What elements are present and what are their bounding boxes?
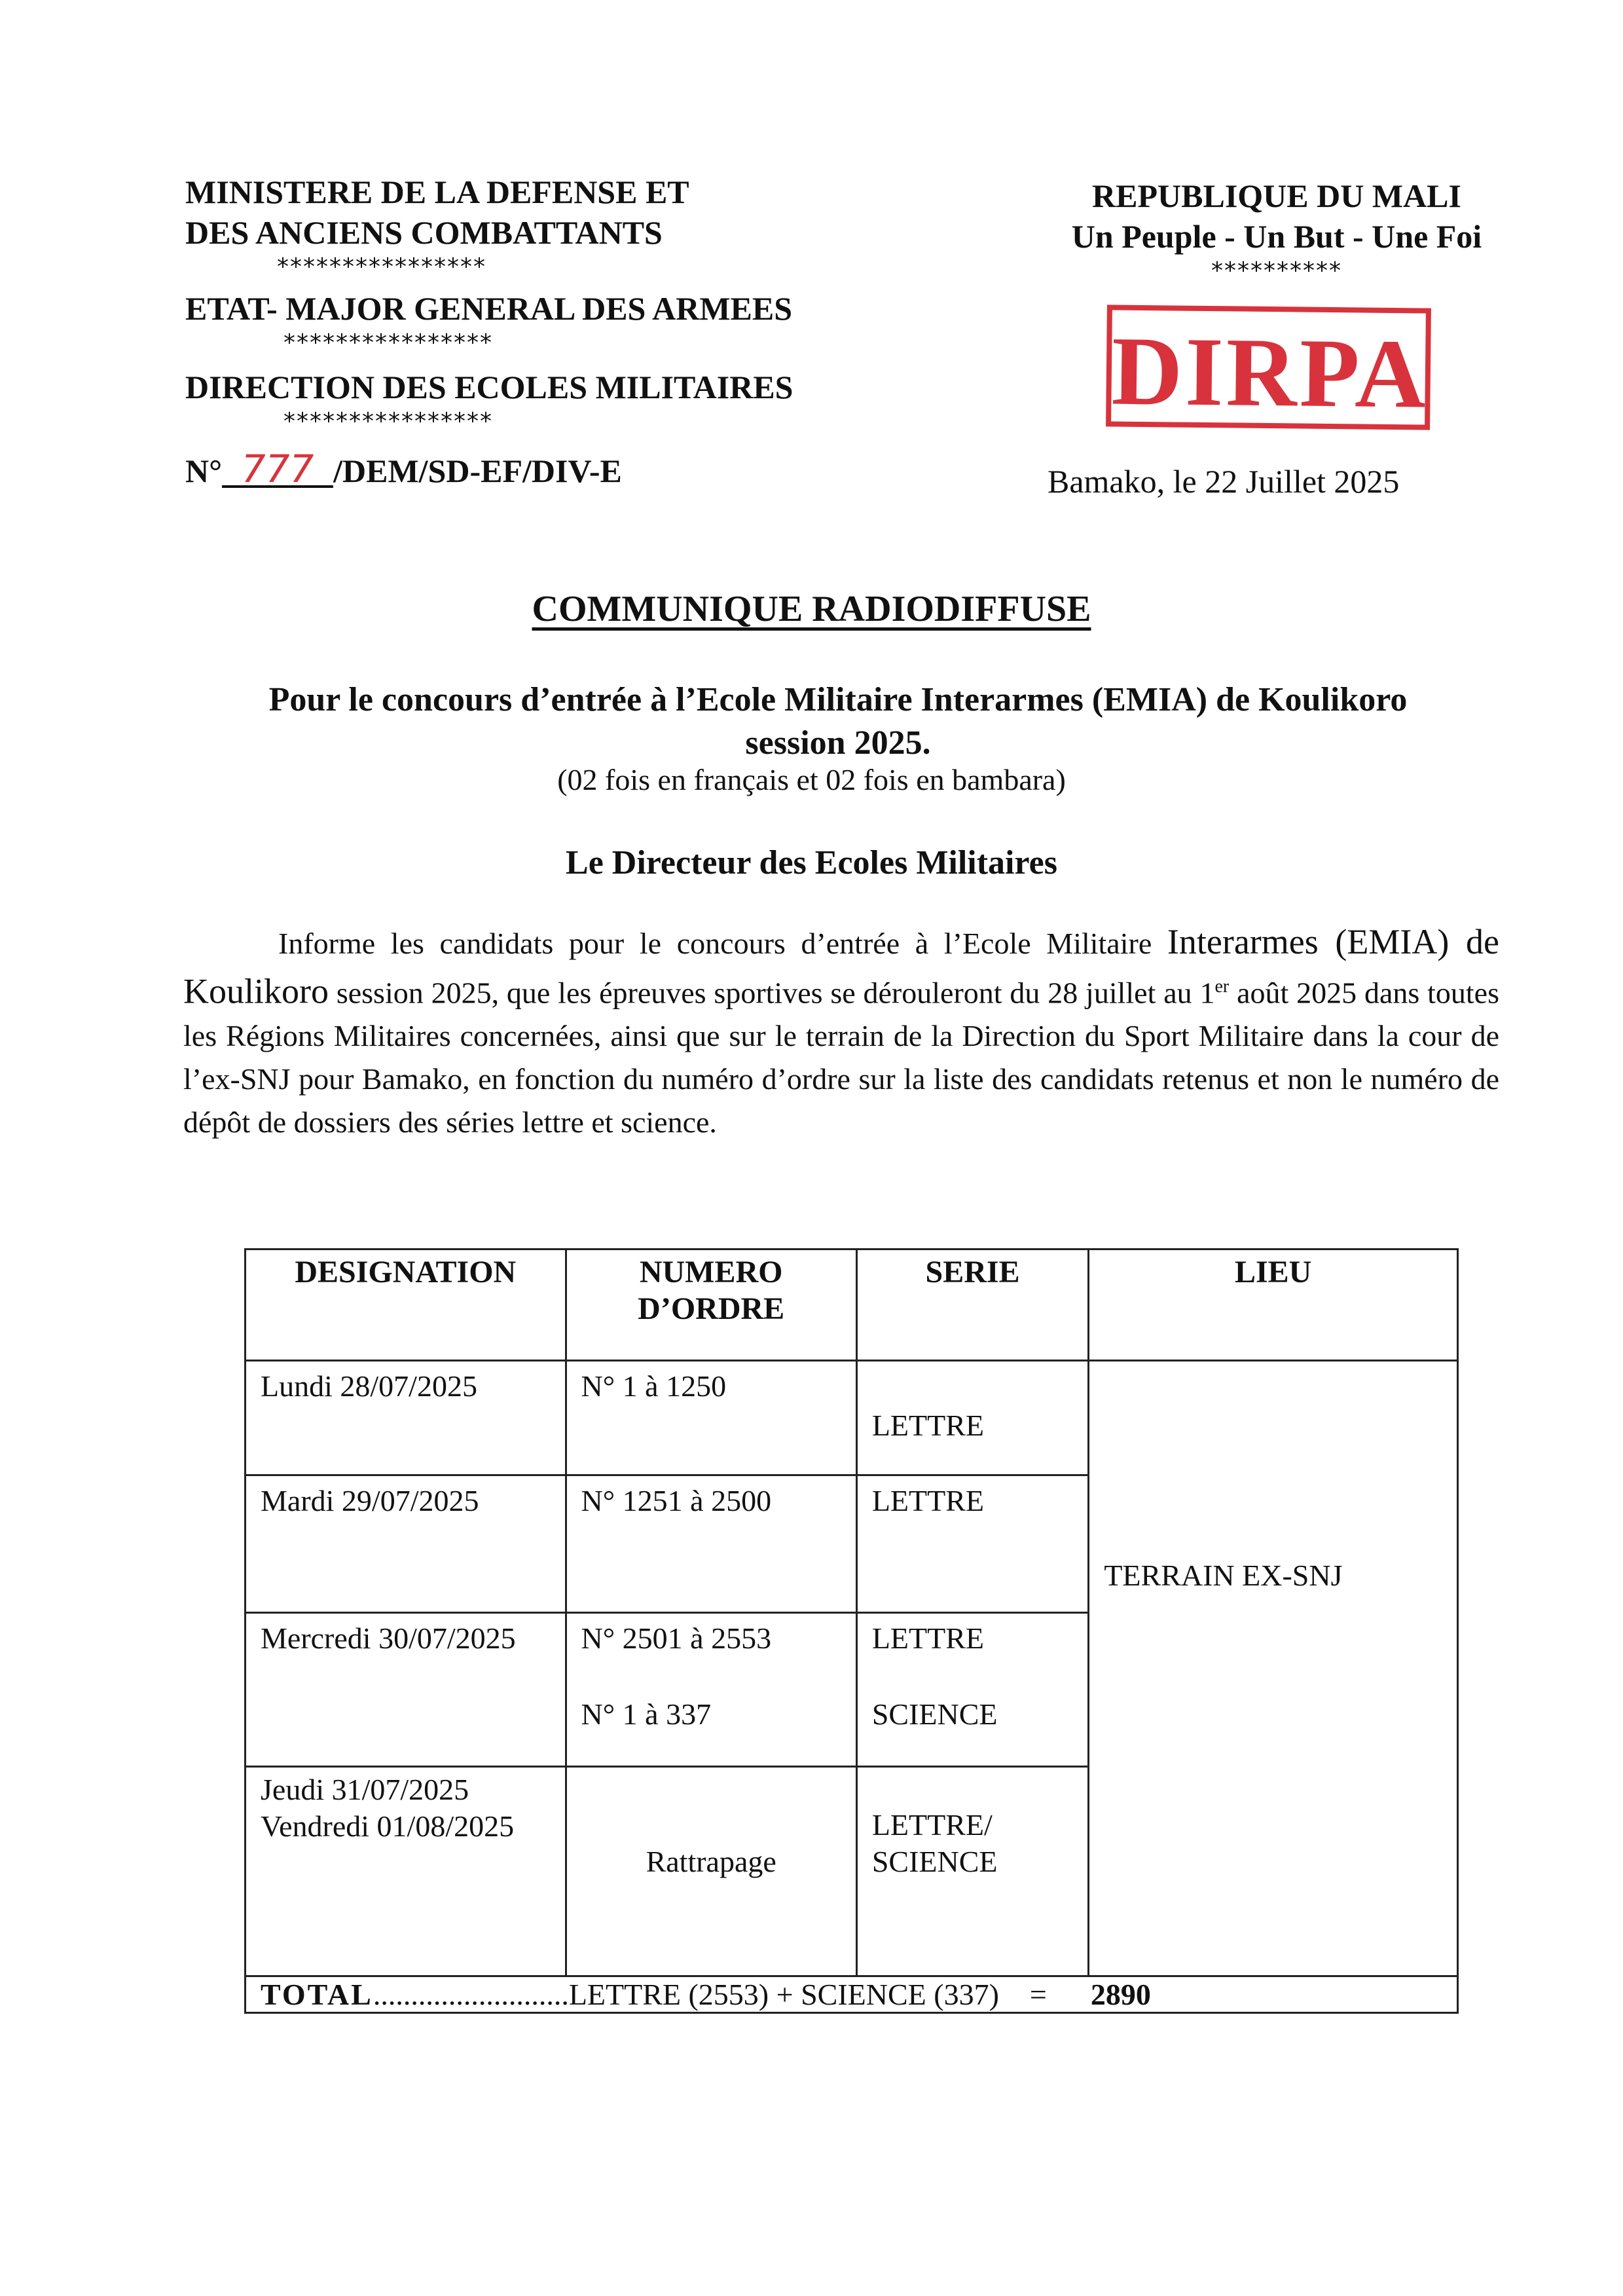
separator-stars: **************** bbox=[283, 408, 493, 435]
cell-day bbox=[246, 1767, 566, 1976]
header-numero-line2: D’ORDRE bbox=[638, 1291, 785, 1326]
body-part1: Informe les candidats pour le concours d’entrée à l’Ecole Militaire bbox=[278, 927, 1167, 960]
cell-num-line2: N° 1 à 337 bbox=[581, 1697, 712, 1731]
total-cell bbox=[246, 1976, 1458, 2013]
separator-stars: ********** bbox=[1211, 257, 1342, 284]
body-part2: Interarmes (EMIA) de Koulikoro bbox=[183, 922, 1499, 1011]
cell-num-line1: N° 2501 à 2553 bbox=[581, 1621, 772, 1655]
table-row bbox=[246, 1361, 1458, 1475]
dirpa-stamp: DIRPA bbox=[1106, 305, 1431, 430]
ministry-line2: DES ANCIENS COMBATTANTS bbox=[185, 214, 663, 251]
separator-stars: **************** bbox=[277, 253, 486, 280]
cell-serie bbox=[856, 1613, 1089, 1767]
national-motto: Un Peuple - Un But - Une Foi bbox=[1071, 218, 1482, 255]
cell-day-line1: Jeudi 31/07/2025 bbox=[261, 1773, 469, 1806]
date-line: Bamako, le 22 Juillet 2025 bbox=[1048, 463, 1400, 500]
reference-prefix: N° bbox=[185, 453, 223, 489]
total-dots: .......................... bbox=[373, 1978, 569, 2011]
subtitle-line2: session 2025. bbox=[745, 724, 931, 762]
ministry-line1: MINISTERE DE LA DEFENSE ET bbox=[185, 174, 689, 210]
cell-num: Rattrapage bbox=[566, 1767, 856, 1976]
cell-day: Mercredi 30/07/2025 bbox=[246, 1613, 566, 1767]
header-right bbox=[1021, 176, 1532, 286]
header-numero-line1: NUMERO bbox=[639, 1255, 783, 1289]
body-part4: août 2025 dans toutes les Régions Militaires concernées, ainsi que sur le terrain de la Direction du Sport Militaire dans la cour de l’ex-SNJ pour Bamako, en fonction du numéro d’ordre sur la liste des candidats retenus et non le numéro de dépôt de dossiers des séries lettre et science. bbox=[183, 976, 1499, 1139]
reference-handwritten-number: 777 bbox=[222, 453, 333, 488]
header-lieu: LIEU bbox=[1089, 1250, 1458, 1361]
header-designation: DESIGNATION bbox=[246, 1250, 566, 1361]
total-row bbox=[246, 1976, 1458, 2013]
total-equals: = bbox=[1029, 1978, 1047, 2011]
subtitle bbox=[164, 678, 1512, 765]
broadcast-note: (02 fois en français et 02 fois en bambara) bbox=[557, 763, 1066, 796]
separator-stars: **************** bbox=[283, 329, 493, 356]
header-numero bbox=[566, 1250, 856, 1361]
page-title: COMMUNIQUE RADIODIFFUSE bbox=[532, 589, 1091, 629]
cell-serie: LETTRE bbox=[856, 1475, 1089, 1613]
cell-lieu: TERRAIN EX-SNJ bbox=[1089, 1361, 1458, 1976]
cell-day-line2: Vendredi 01/08/2025 bbox=[261, 1809, 515, 1843]
cell-num: N° 1 à 1250 bbox=[566, 1361, 856, 1475]
cell-serie-line1: LETTRE/ bbox=[871, 1808, 993, 1842]
header-left bbox=[185, 172, 938, 436]
direction-line: DIRECTION DES ECOLES MILITAIRES bbox=[185, 369, 793, 405]
reference-suffix: /DEM/SD-EF/DIV-E bbox=[333, 453, 622, 489]
reference-number bbox=[185, 447, 622, 491]
cell-serie-line2: SCIENCE bbox=[871, 1697, 998, 1731]
total-formula: LETTRE (2553) + SCIENCE (337) bbox=[568, 1978, 999, 2011]
cell-serie-line1: LETTRE bbox=[871, 1621, 984, 1655]
cell-serie: LETTRE bbox=[856, 1361, 1089, 1475]
country-name: REPUBLIQUE DU MALI bbox=[1092, 177, 1461, 214]
body-paragraph bbox=[183, 920, 1499, 1144]
director-heading: Le Directeur des Ecoles Militaires bbox=[566, 844, 1057, 881]
cell-serie-line2: SCIENCE bbox=[871, 1845, 998, 1878]
subtitle-line1: Pour le concours d’entrée à l’Ecole Militaire Interarmes (EMIA) de Koulikoro bbox=[268, 681, 1408, 718]
cell-serie bbox=[856, 1767, 1089, 1976]
body-part3: session 2025, que les épreuves sportives se dérouleront du 28 juillet au 1 bbox=[329, 976, 1215, 1010]
cell-day: Lundi 28/07/2025 bbox=[246, 1361, 566, 1475]
cell-num: N° 1251 à 2500 bbox=[566, 1475, 856, 1613]
table-header-row bbox=[246, 1250, 1458, 1361]
schedule-table bbox=[244, 1248, 1459, 2014]
header-serie: SERIE bbox=[856, 1250, 1089, 1361]
total-label: TOTAL bbox=[261, 1978, 373, 2011]
cell-num bbox=[566, 1613, 856, 1767]
cell-day: Mardi 29/07/2025 bbox=[246, 1475, 566, 1613]
total-value: 2890 bbox=[1090, 1978, 1151, 2011]
etat-major-line: ETAT- MAJOR GENERAL DES ARMEES bbox=[185, 290, 793, 327]
body-superscript: er bbox=[1214, 976, 1230, 997]
